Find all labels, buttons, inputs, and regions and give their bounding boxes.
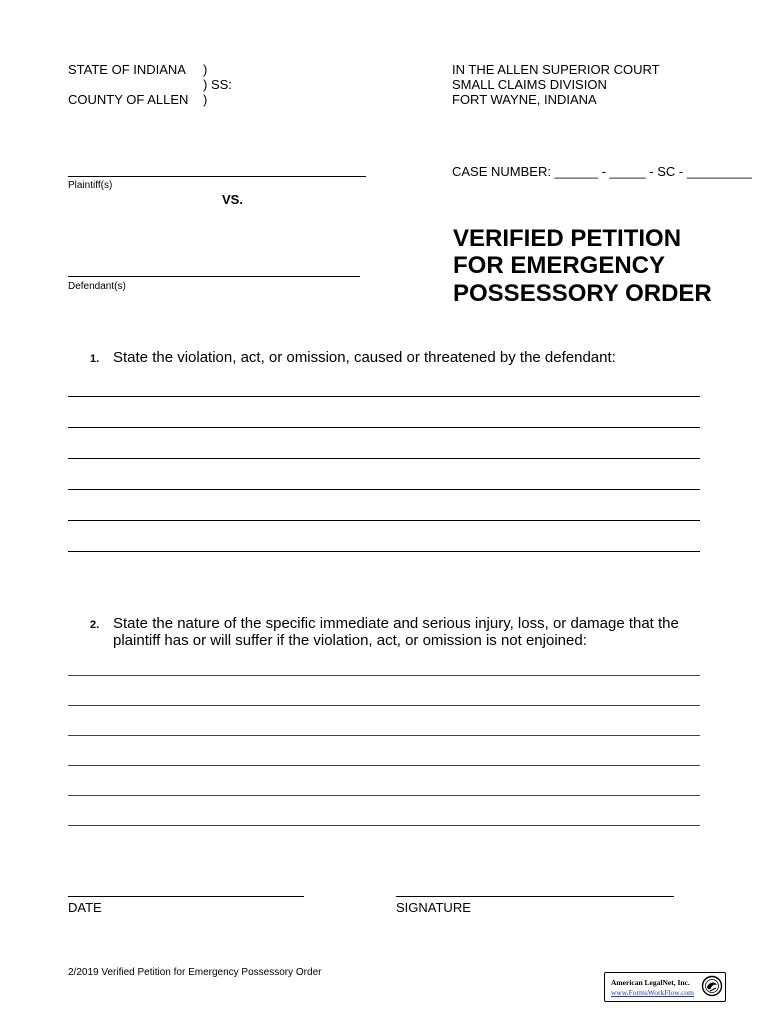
question-1-text: State the violation, act, or omission, caused or threatened by the defendant:: [113, 349, 616, 366]
answer-2-line[interactable]: [68, 765, 700, 766]
versus-label: VS.: [222, 192, 243, 207]
answer-2-line[interactable]: [68, 795, 700, 796]
date-line[interactable]: [68, 896, 304, 897]
plaintiff-label: Plaintiff(s): [68, 180, 113, 191]
answer-1-line[interactable]: [68, 489, 700, 490]
defendant-name-line[interactable]: [68, 276, 360, 277]
caption-paren-bottom: ): [203, 92, 208, 107]
publisher-link[interactable]: www.FormsWorkFlow.com: [611, 988, 695, 997]
question-2-text-line1: State the nature of the specific immediate and serious injury, loss, or damage that the: [113, 615, 679, 632]
answer-1-line[interactable]: [68, 396, 700, 397]
question-2-text-line2: plaintiff has or will suffer if the violation, act, or omission is not enjoined:: [113, 632, 587, 649]
signature-line[interactable]: [396, 896, 674, 897]
document-title-line2: FOR EMERGENCY: [453, 252, 666, 279]
document-title-line1: VERIFIED PETITION: [453, 225, 682, 252]
date-label: DATE: [68, 900, 102, 915]
answer-1-line[interactable]: [68, 458, 700, 459]
caption-ss: ) SS:: [203, 77, 232, 92]
answer-2-line[interactable]: [68, 735, 700, 736]
document-title-line3: POSSESSORY ORDER: [453, 280, 712, 307]
answer-1-line[interactable]: [68, 520, 700, 521]
court-location: FORT WAYNE, INDIANA: [452, 92, 597, 107]
plaintiff-name-line[interactable]: [68, 176, 366, 177]
county-label: COUNTY OF ALLEN: [68, 92, 189, 107]
question-2-number: 2.: [90, 619, 100, 631]
court-division: SMALL CLAIMS DIVISION: [452, 77, 607, 92]
caption-paren-top: ): [203, 62, 208, 77]
court-name: IN THE ALLEN SUPERIOR COURT: [452, 62, 660, 77]
case-number-field[interactable]: CASE NUMBER: ______ - _____ - SC - _________: [452, 164, 752, 179]
signature-label: SIGNATURE: [396, 900, 471, 915]
publisher-logo-icon: [701, 975, 723, 997]
question-1-number: 1.: [90, 353, 100, 365]
defendant-label: Defendant(s): [68, 281, 126, 292]
answer-1-line[interactable]: [68, 551, 700, 552]
answer-1-line[interactable]: [68, 427, 700, 428]
answer-2-line[interactable]: [68, 675, 700, 676]
answer-2-line[interactable]: [68, 825, 700, 826]
answer-2-line[interactable]: [68, 705, 700, 706]
publisher-badge: [604, 972, 726, 1002]
publisher-name: American LegalNet, Inc.: [611, 978, 690, 987]
form-identifier: 2/2019 Verified Petition for Emergency Possessory Order: [68, 967, 322, 978]
state-label: STATE OF INDIANA: [68, 62, 186, 77]
